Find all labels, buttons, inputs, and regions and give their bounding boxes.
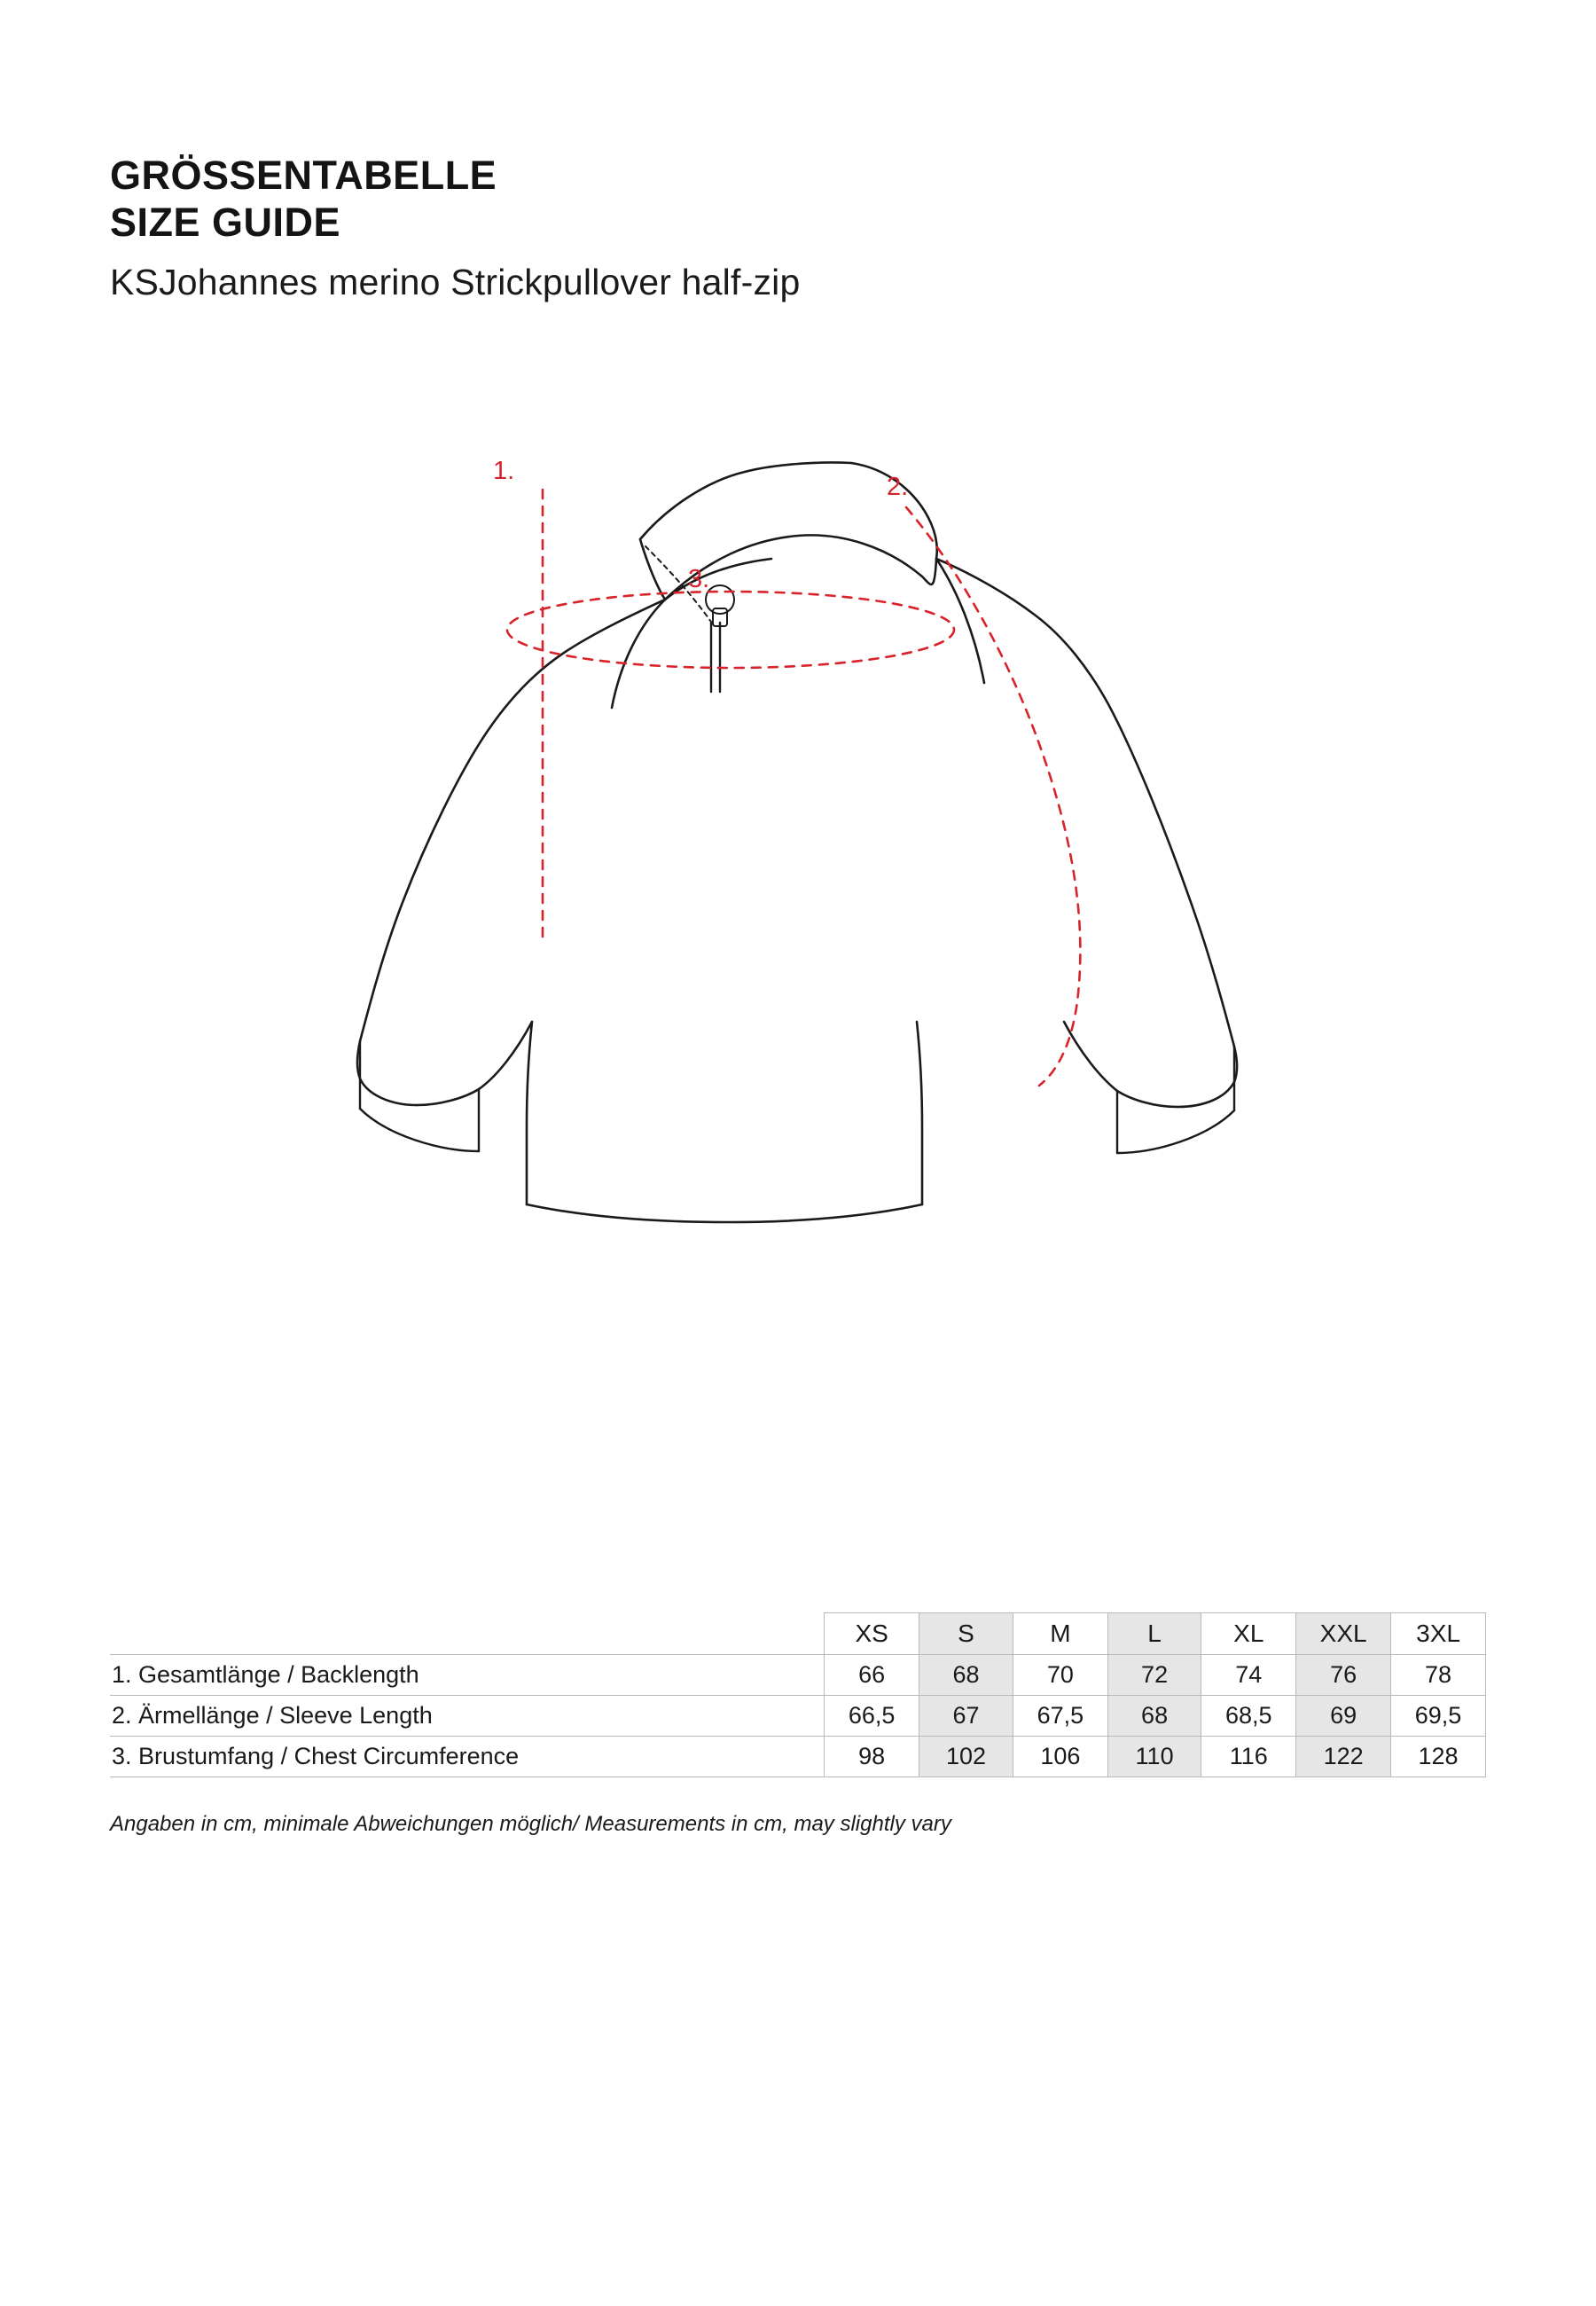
row-label-chest: 3. Brustumfang / Chest Circumference bbox=[110, 1736, 825, 1777]
cell-sleeve-m: 67,5 bbox=[1013, 1695, 1107, 1736]
table-row bbox=[110, 1654, 1486, 1695]
cell-backlength-xxl: 76 bbox=[1296, 1654, 1391, 1695]
column-header-s: S bbox=[919, 1613, 1013, 1655]
column-header-l: L bbox=[1107, 1613, 1201, 1655]
row-label-backlength: 1. Gesamtlänge / Backlength bbox=[110, 1654, 825, 1695]
page-title-en: SIZE GUIDE bbox=[110, 199, 341, 245]
cell-sleeve-3xl: 69,5 bbox=[1391, 1695, 1486, 1736]
cell-backlength-s: 68 bbox=[919, 1654, 1013, 1695]
cell-chest-m: 106 bbox=[1013, 1736, 1107, 1777]
cell-sleeve-xs: 66,5 bbox=[825, 1695, 919, 1736]
column-header-m: M bbox=[1013, 1613, 1107, 1655]
column-header-xxl: XXL bbox=[1296, 1613, 1391, 1655]
column-header-xl: XL bbox=[1201, 1613, 1296, 1655]
page-header bbox=[110, 153, 1493, 303]
cell-backlength-3xl: 78 bbox=[1391, 1654, 1486, 1695]
column-header-xs: XS bbox=[825, 1613, 919, 1655]
page-title-de: GRÖSSENTABELLE bbox=[110, 153, 497, 198]
cell-sleeve-l: 68 bbox=[1107, 1695, 1201, 1736]
cell-chest-xs: 98 bbox=[825, 1736, 919, 1777]
measurements-table bbox=[110, 1612, 1486, 1777]
cell-backlength-l: 72 bbox=[1107, 1654, 1201, 1695]
cell-backlength-m: 70 bbox=[1013, 1654, 1107, 1695]
cell-backlength-xs: 66 bbox=[825, 1654, 919, 1695]
cell-sleeve-s: 67 bbox=[919, 1695, 1013, 1736]
cell-sleeve-xl: 68,5 bbox=[1201, 1695, 1296, 1736]
measurement-footnote: Angaben in cm, minimale Abweichungen möglich/ Measurements in cm, may slightly vary bbox=[110, 1812, 951, 1836]
cell-chest-3xl: 128 bbox=[1391, 1736, 1486, 1777]
row-label-header bbox=[110, 1613, 825, 1655]
table-row bbox=[110, 1695, 1486, 1736]
column-header-3xl: 3XL bbox=[1391, 1613, 1486, 1655]
measurements-table-wrap bbox=[110, 1612, 1486, 1777]
cell-chest-xxl: 122 bbox=[1296, 1736, 1391, 1777]
cell-sleeve-xxl: 69 bbox=[1296, 1695, 1391, 1736]
garment-illustration bbox=[355, 426, 1259, 1419]
cell-chest-s: 102 bbox=[919, 1736, 1013, 1777]
table-header-row bbox=[110, 1613, 1486, 1655]
row-label-sleeve-length: 2. Ärmellänge / Sleeve Length bbox=[110, 1695, 825, 1736]
cell-backlength-xl: 74 bbox=[1201, 1654, 1296, 1695]
callout-1-label: 1. bbox=[493, 457, 515, 485]
table-row bbox=[110, 1736, 1486, 1777]
cell-chest-l: 110 bbox=[1107, 1736, 1201, 1777]
callout-3-label: 3. bbox=[688, 565, 710, 593]
callout-2-label: 2. bbox=[887, 473, 909, 501]
product-name: KSJohannes merino Strickpullover half-zip bbox=[110, 262, 801, 303]
cell-chest-xl: 116 bbox=[1201, 1736, 1296, 1777]
